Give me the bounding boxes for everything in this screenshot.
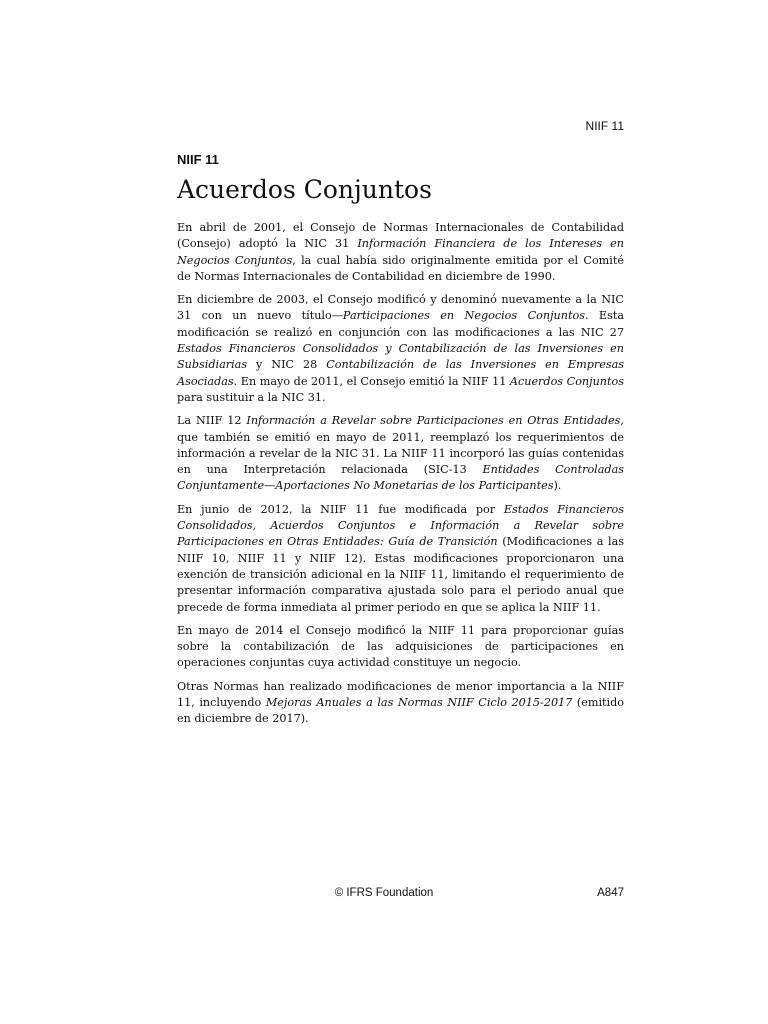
footer-page-number: A847	[597, 887, 624, 899]
italic-citation: Estados Financieros Consolidados y Contabilización de las Inversiones en Subsidiarias	[177, 342, 624, 372]
italic-citation: Acuerdos Conjuntos	[509, 374, 624, 388]
text-run: La NIIF 12	[177, 414, 247, 428]
paragraph-6	[177, 679, 624, 728]
text-run: En abril de 2001, el Consejo de Normas Internacionales de Contabilidad (Consejo) adoptó la NIC 31	[177, 221, 624, 251]
italic-citation: Contabilización de las Inversiones en Empresas Asociadas	[177, 358, 624, 388]
paragraph-1	[177, 220, 624, 285]
paragraph-4	[177, 502, 624, 616]
text-run: (emitido en diciembre de 2017).	[177, 696, 625, 726]
text-run: (Modificaciones a las NIIF 10, NIIF 11 y NIIF 12). Estas modificaciones proporcionaron una exención de transición adicional en la NIIF 11, limitando el requerimiento de presentar información comparativa ajustada solo para el periodo anual que precede de forma inmediata al primer periodo en que se aplica la NIIF 11.	[177, 535, 624, 614]
italic-citation: Entidades Controladas Conjuntamente—Aportaciones No Monetarias de los Participantes	[177, 463, 624, 493]
text-run: y NIC 28	[247, 358, 327, 372]
italic-citation: Información Financiera de los Intereses en Negocios Conjuntos	[177, 237, 624, 267]
text-run: ).	[553, 479, 562, 493]
paragraph-2	[177, 292, 624, 406]
text-run: para sustituir a la NIC 31.	[177, 390, 326, 404]
text-run: , que también se emitió en mayo de 2011, reemplazó los requerimientos de información a revelar de la NIC 31. La NIIF 11 incorporó las guías contenidas en una Interpretación relacionada (SIC-13	[177, 414, 624, 477]
paragraph-5	[177, 623, 624, 672]
italic-citation: Estados Financieros Consolidados, Acuerdos Conjuntos e Información a Revelar sobre Participaciones en Otras Entidades: Guía de Transición	[177, 502, 624, 549]
text-run: En diciembre de 2003, el Consejo modificó y denominó nuevamente a la NIC 31 con un nuevo título—	[177, 293, 624, 323]
text-run: . En mayo de 2011, el Consejo emitió la NIIF 11	[233, 374, 510, 388]
standard-label: NIIF 11	[177, 152, 219, 167]
text-run: , la cual había sido originalmente emitida por el Comité de Normas Internacionales de Contabilidad en diciembre de 1990.	[177, 253, 624, 283]
text-run: Otras Normas han realizado modificaciones de menor importancia a la NIIF 11, incluyendo	[177, 679, 624, 710]
italic-citation: Participaciones en Negocios Conjuntos	[342, 309, 585, 323]
introduction-body	[177, 220, 624, 735]
text-run: En junio de 2012, la NIIF 11 fue modificada por	[177, 502, 504, 516]
text-run: En mayo de 2014 el Consejo modificó la NIIF 11 para proporcionar guías sobre la contabilización de las adquisiciones de participaciones en operaciones conjuntas cuya actividad constituye un negocio.	[177, 623, 624, 670]
text-run: . Esta modificación se realizó en conjunción con las modificaciones a las NIC 27	[177, 309, 624, 339]
paragraph-3	[177, 413, 624, 494]
footer-copyright: © IFRS Foundation	[334, 887, 434, 899]
page-title: Acuerdos Conjuntos	[177, 175, 432, 204]
running-header: NIIF 11	[585, 119, 624, 133]
italic-citation: Mejoras Anuales a las Normas NIIF Ciclo 2015-2017	[265, 696, 573, 710]
italic-citation: Información a Revelar sobre Participaciones en Otras Entidades	[246, 414, 621, 428]
